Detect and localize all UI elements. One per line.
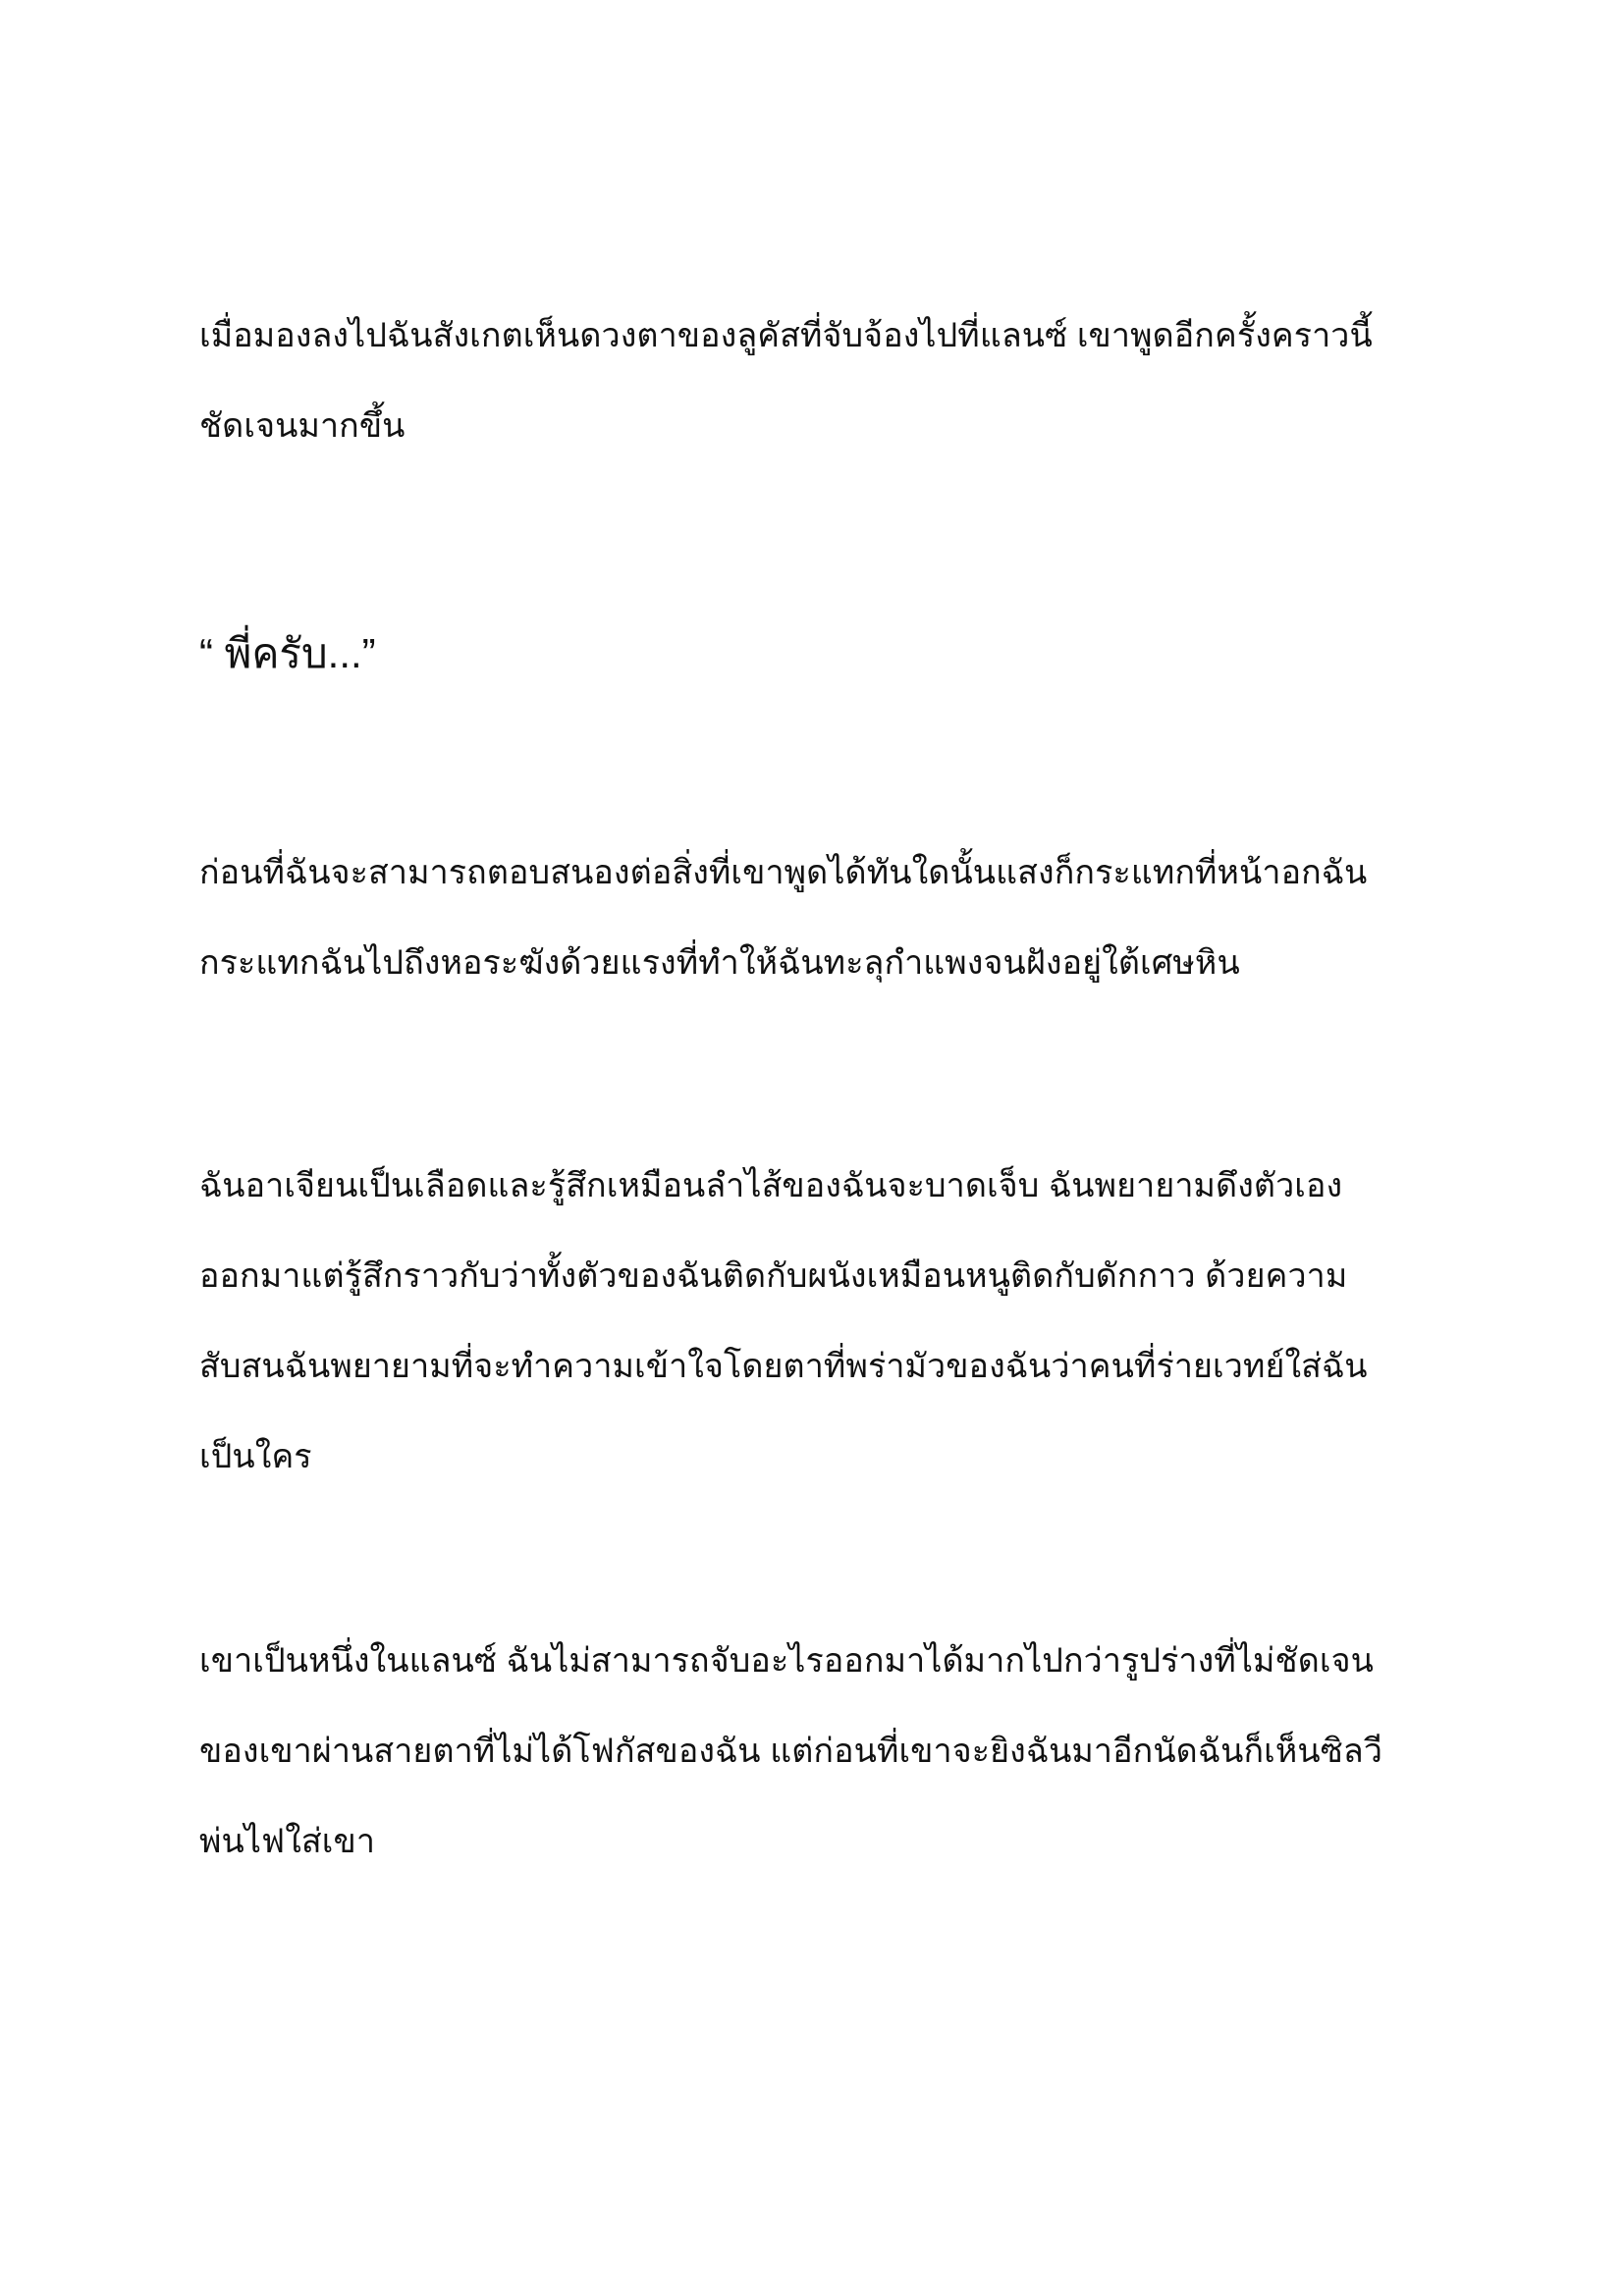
paragraph-1: [199, 291, 1436, 471]
paragraph-4: [199, 1616, 1436, 1887]
paragraph-4-line-3: พ่นไฟใส่เขา: [199, 1823, 376, 1860]
paragraph-3-line-2: ออกมาแต่รู้สึกราวกับว่าทั้งตัวของฉันติดกับผนังเหมือนหนูติดกับดักกาว ด้วยความ: [199, 1257, 1348, 1295]
paragraph-1-line-1: เมื่อมองลงไปฉันสังเกตเห็นดวงตาของลูคัสที่จับจ้องไปที่แลนซ์ เขาพูดอีกครั้งคราวนี้: [199, 317, 1373, 354]
dialogue-quote: “ พี่ครับ...”: [199, 630, 376, 676]
paragraph-3-line-1: ฉันอาเจียนเป็นเลือดและรู้สึกเหมือนลำไส้ของฉันจะบาดเจ็บ ฉันพยายามดึงตัวเอง: [199, 1167, 1343, 1204]
paragraph-4-line-1: เขาเป็นหนึ่งในแลนซ์ ฉันไม่สามารถจับอะไรออกมาได้มากไปกว่ารูปร่างที่ไม่ชัดเจน: [199, 1642, 1374, 1680]
paragraph-1-line-2: ชัดเจนมากขึ้น: [199, 407, 406, 445]
paragraph-2-line-2: กระแทกฉันไปถึงหอระฆังด้วยแรงที่ทำให้ฉันทะลุกำแพงจนฝังอยู่ใต้เศษหิน: [199, 944, 1240, 982]
paragraph-3: [199, 1141, 1436, 1502]
paragraph-2: [199, 828, 1436, 1008]
paragraph-3-line-4: เป็นใคร: [199, 1438, 312, 1475]
paragraph-4-line-2: ของเขาผ่านสายตาที่ไม่ได้โฟกัสของฉัน แต่ก่อนที่เขาจะยิงฉันมาอีกนัดฉันก็เห็นซิลวี: [199, 1733, 1383, 1770]
paragraph-2-line-1: ก่อนที่ฉันจะสามารถตอบสนองต่อสิ่งที่เขาพูดได้ทันใดนั้นแสงก็กระแทกที่หน้าอกฉัน: [199, 854, 1368, 891]
paragraph-3-line-3: สับสนฉันพยายามที่จะทำความเข้าใจโดยตาที่พร่ามัวของฉันว่าคนที่ร่ายเวทย์ใส่ฉัน: [199, 1348, 1368, 1385]
